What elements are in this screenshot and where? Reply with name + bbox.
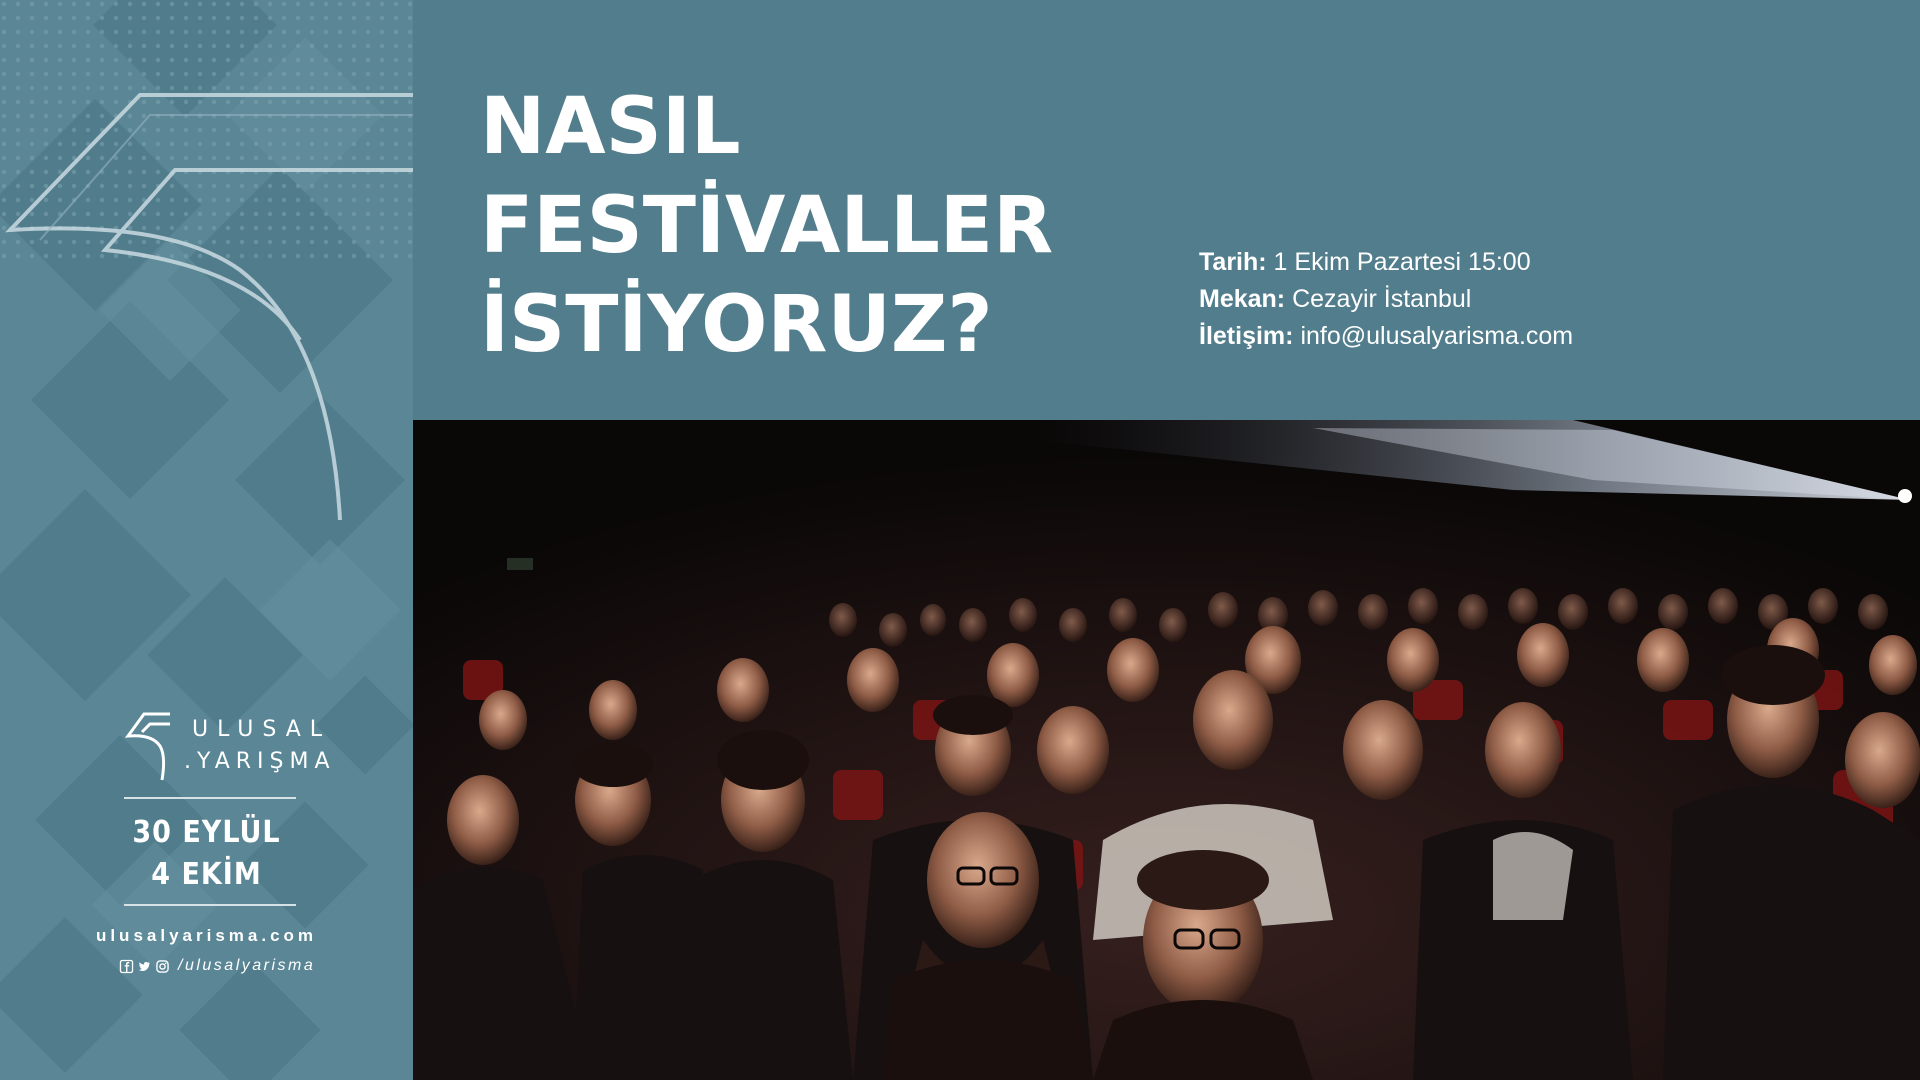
divider-bottom: [124, 904, 296, 906]
title-line-3: İSTİYORUZ?: [480, 280, 993, 370]
audience-illustration: [413, 420, 1920, 1080]
contact-label: İletişim:: [1199, 322, 1294, 350]
festival-date-start: 30 EYLÜL: [132, 815, 281, 850]
date-label: Tarih:: [1199, 248, 1267, 276]
venue-value: Cezayir İstanbul: [1292, 285, 1472, 313]
social-handle[interactable]: /ulusalyarisma: [178, 957, 316, 974]
event-info: [1199, 244, 1573, 355]
info-contact: [1199, 318, 1573, 355]
logo-line2: .YARIŞMA: [184, 749, 336, 774]
venue-label: Mekan:: [1199, 285, 1286, 313]
website-link[interactable]: ulusalyarisma.com: [95, 926, 318, 945]
cinema-audience-photo: [413, 420, 1920, 1080]
page-title: [480, 78, 1053, 375]
info-date: [1199, 244, 1573, 281]
divider-top: [124, 797, 296, 799]
info-venue: [1199, 281, 1573, 318]
instagram-icon[interactable]: [156, 960, 169, 973]
sidebar: [0, 0, 413, 1080]
festival-date-end: 4 EKİM: [151, 857, 262, 892]
date-value: 1 Ekim Pazartesi 15:00: [1273, 248, 1531, 276]
social-links: [120, 956, 315, 976]
header-band: [413, 0, 1920, 420]
contact-value[interactable]: info@ulusalyarisma.com: [1300, 322, 1574, 350]
title-line-2: FESTİVALLER: [480, 181, 1054, 271]
title-line-1: NASIL: [480, 82, 741, 172]
facebook-icon[interactable]: [120, 960, 133, 973]
twitter-icon[interactable]: [138, 960, 151, 973]
logo-line1: ULUSAL: [192, 717, 332, 742]
ulusal-yarisma-logo: [122, 700, 336, 790]
sidebar-pattern-graphic: [0, 0, 413, 1080]
